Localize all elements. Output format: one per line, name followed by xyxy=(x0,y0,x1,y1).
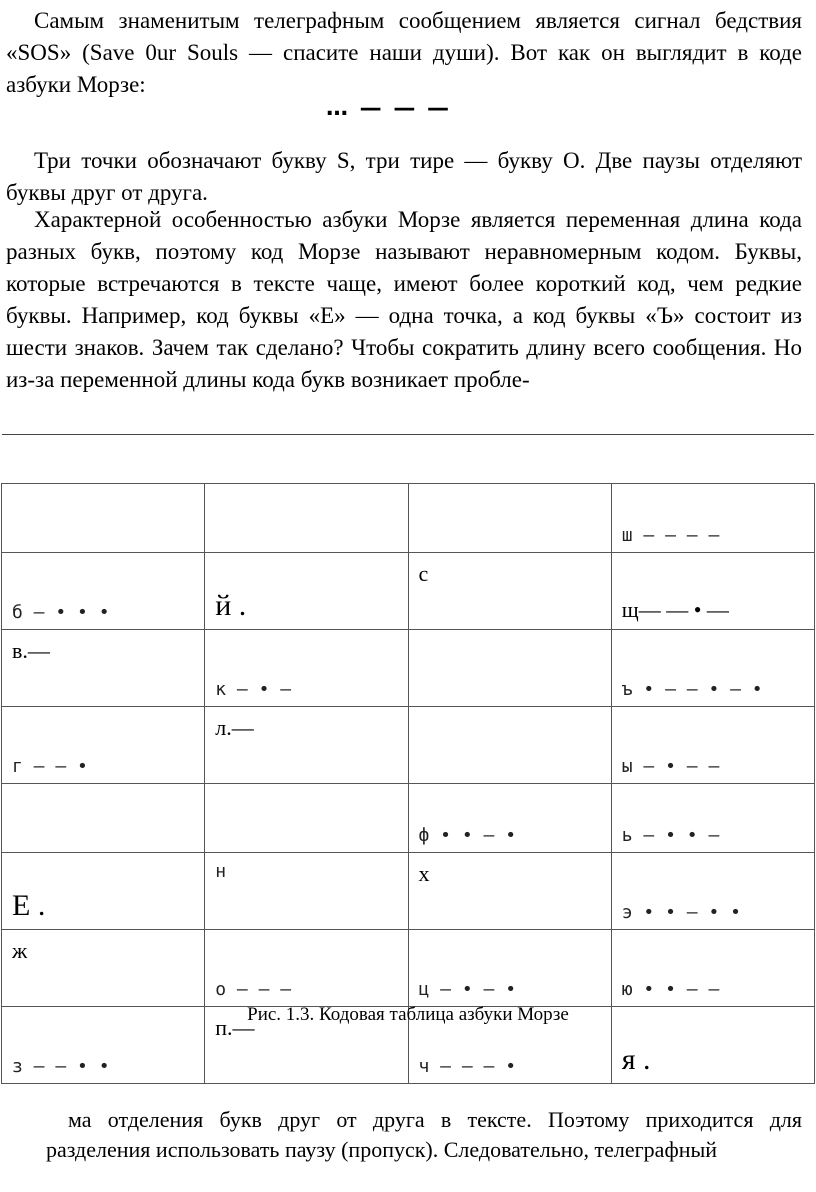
table-cell: й . xyxy=(205,553,408,630)
table-cell: э • • — • • xyxy=(611,853,814,930)
table-cell: к — • — xyxy=(205,630,408,707)
table-cell: ш — — — — xyxy=(611,484,814,553)
table-cell: щ— — • — xyxy=(611,553,814,630)
table-cell: п.— xyxy=(205,1007,408,1084)
paragraph-continuation: ма отделения букв друг от друга в тексте. Поэтому приходится для разделения использовать паузу (пропуск). Следовательно, телеграфный xyxy=(46,1107,802,1162)
table-cell: я . xyxy=(611,1007,814,1084)
morse-code-table xyxy=(1,483,815,1084)
table-cell xyxy=(2,784,205,853)
sos-morse-code: … — — — xyxy=(326,96,451,121)
table-cell: в.— xyxy=(2,630,205,707)
paragraph-intro: Самым знаменитым телеграфным сообщением является сигнал бедствия «SOS» (Save 0ur Souls — спасите наши души). Вот как он выглядит в коде азбуки Морзе: xyxy=(6,8,802,97)
table-cell: л.— xyxy=(205,707,408,784)
table-cell: ф • • — • xyxy=(408,784,611,853)
table-cell: ю • • — — xyxy=(611,930,814,1007)
figure-caption: Рис. 1.3. Кодовая таблица азбуки Морзе xyxy=(247,1004,569,1025)
table-cell: ъ • — — • — • xyxy=(611,630,814,707)
table-cell: н xyxy=(205,853,408,930)
table-cell xyxy=(205,484,408,553)
table-cell xyxy=(205,784,408,853)
table-cell: г — — • xyxy=(2,707,205,784)
table-cell: ь — • • — xyxy=(611,784,814,853)
table-cell: х xyxy=(408,853,611,930)
table-cell: Е . xyxy=(2,853,205,930)
page-divider xyxy=(2,434,814,435)
table-row xyxy=(2,853,815,930)
table-cell: ч — — — • xyxy=(408,1007,611,1084)
table-row xyxy=(2,784,815,853)
table-row xyxy=(2,630,815,707)
table-cell: з — — • • xyxy=(2,1007,205,1084)
table-cell: о — — — xyxy=(205,930,408,1007)
table-row xyxy=(2,553,815,630)
table-cell xyxy=(408,484,611,553)
table-cell: ц — • — • xyxy=(408,930,611,1007)
paragraph-variable-length: Характерной особенностью азбуки Морзе является переменная длина кода разных букв, поэтому код Морзе называют неравномерным кодом. Буквы, которые встречаются в тексте чаще, имеют более короткий код, чем редкие буквы. Например, код буквы «Е» — одна точка, а код буквы «Ъ» состоит из шести знаков. Зачем так сделано? Чтобы сократить длину всего сообщения. Но из-за переменной длины кода букв возникает пробле- xyxy=(6,207,802,392)
table-cell: б — • • • xyxy=(2,553,205,630)
table-cell xyxy=(2,484,205,553)
table-cell xyxy=(408,707,611,784)
paragraph-sos-explanation: Три точки обозначают букву S, три тире — букву О. Две паузы отделяют буквы друг от друга. xyxy=(6,148,802,205)
table-cell: ы — • — — xyxy=(611,707,814,784)
table-row xyxy=(2,930,815,1007)
table-cell xyxy=(408,630,611,707)
table-row xyxy=(2,484,815,553)
table-cell: ж xyxy=(2,930,205,1007)
table-row xyxy=(2,707,815,784)
table-cell: с xyxy=(408,553,611,630)
